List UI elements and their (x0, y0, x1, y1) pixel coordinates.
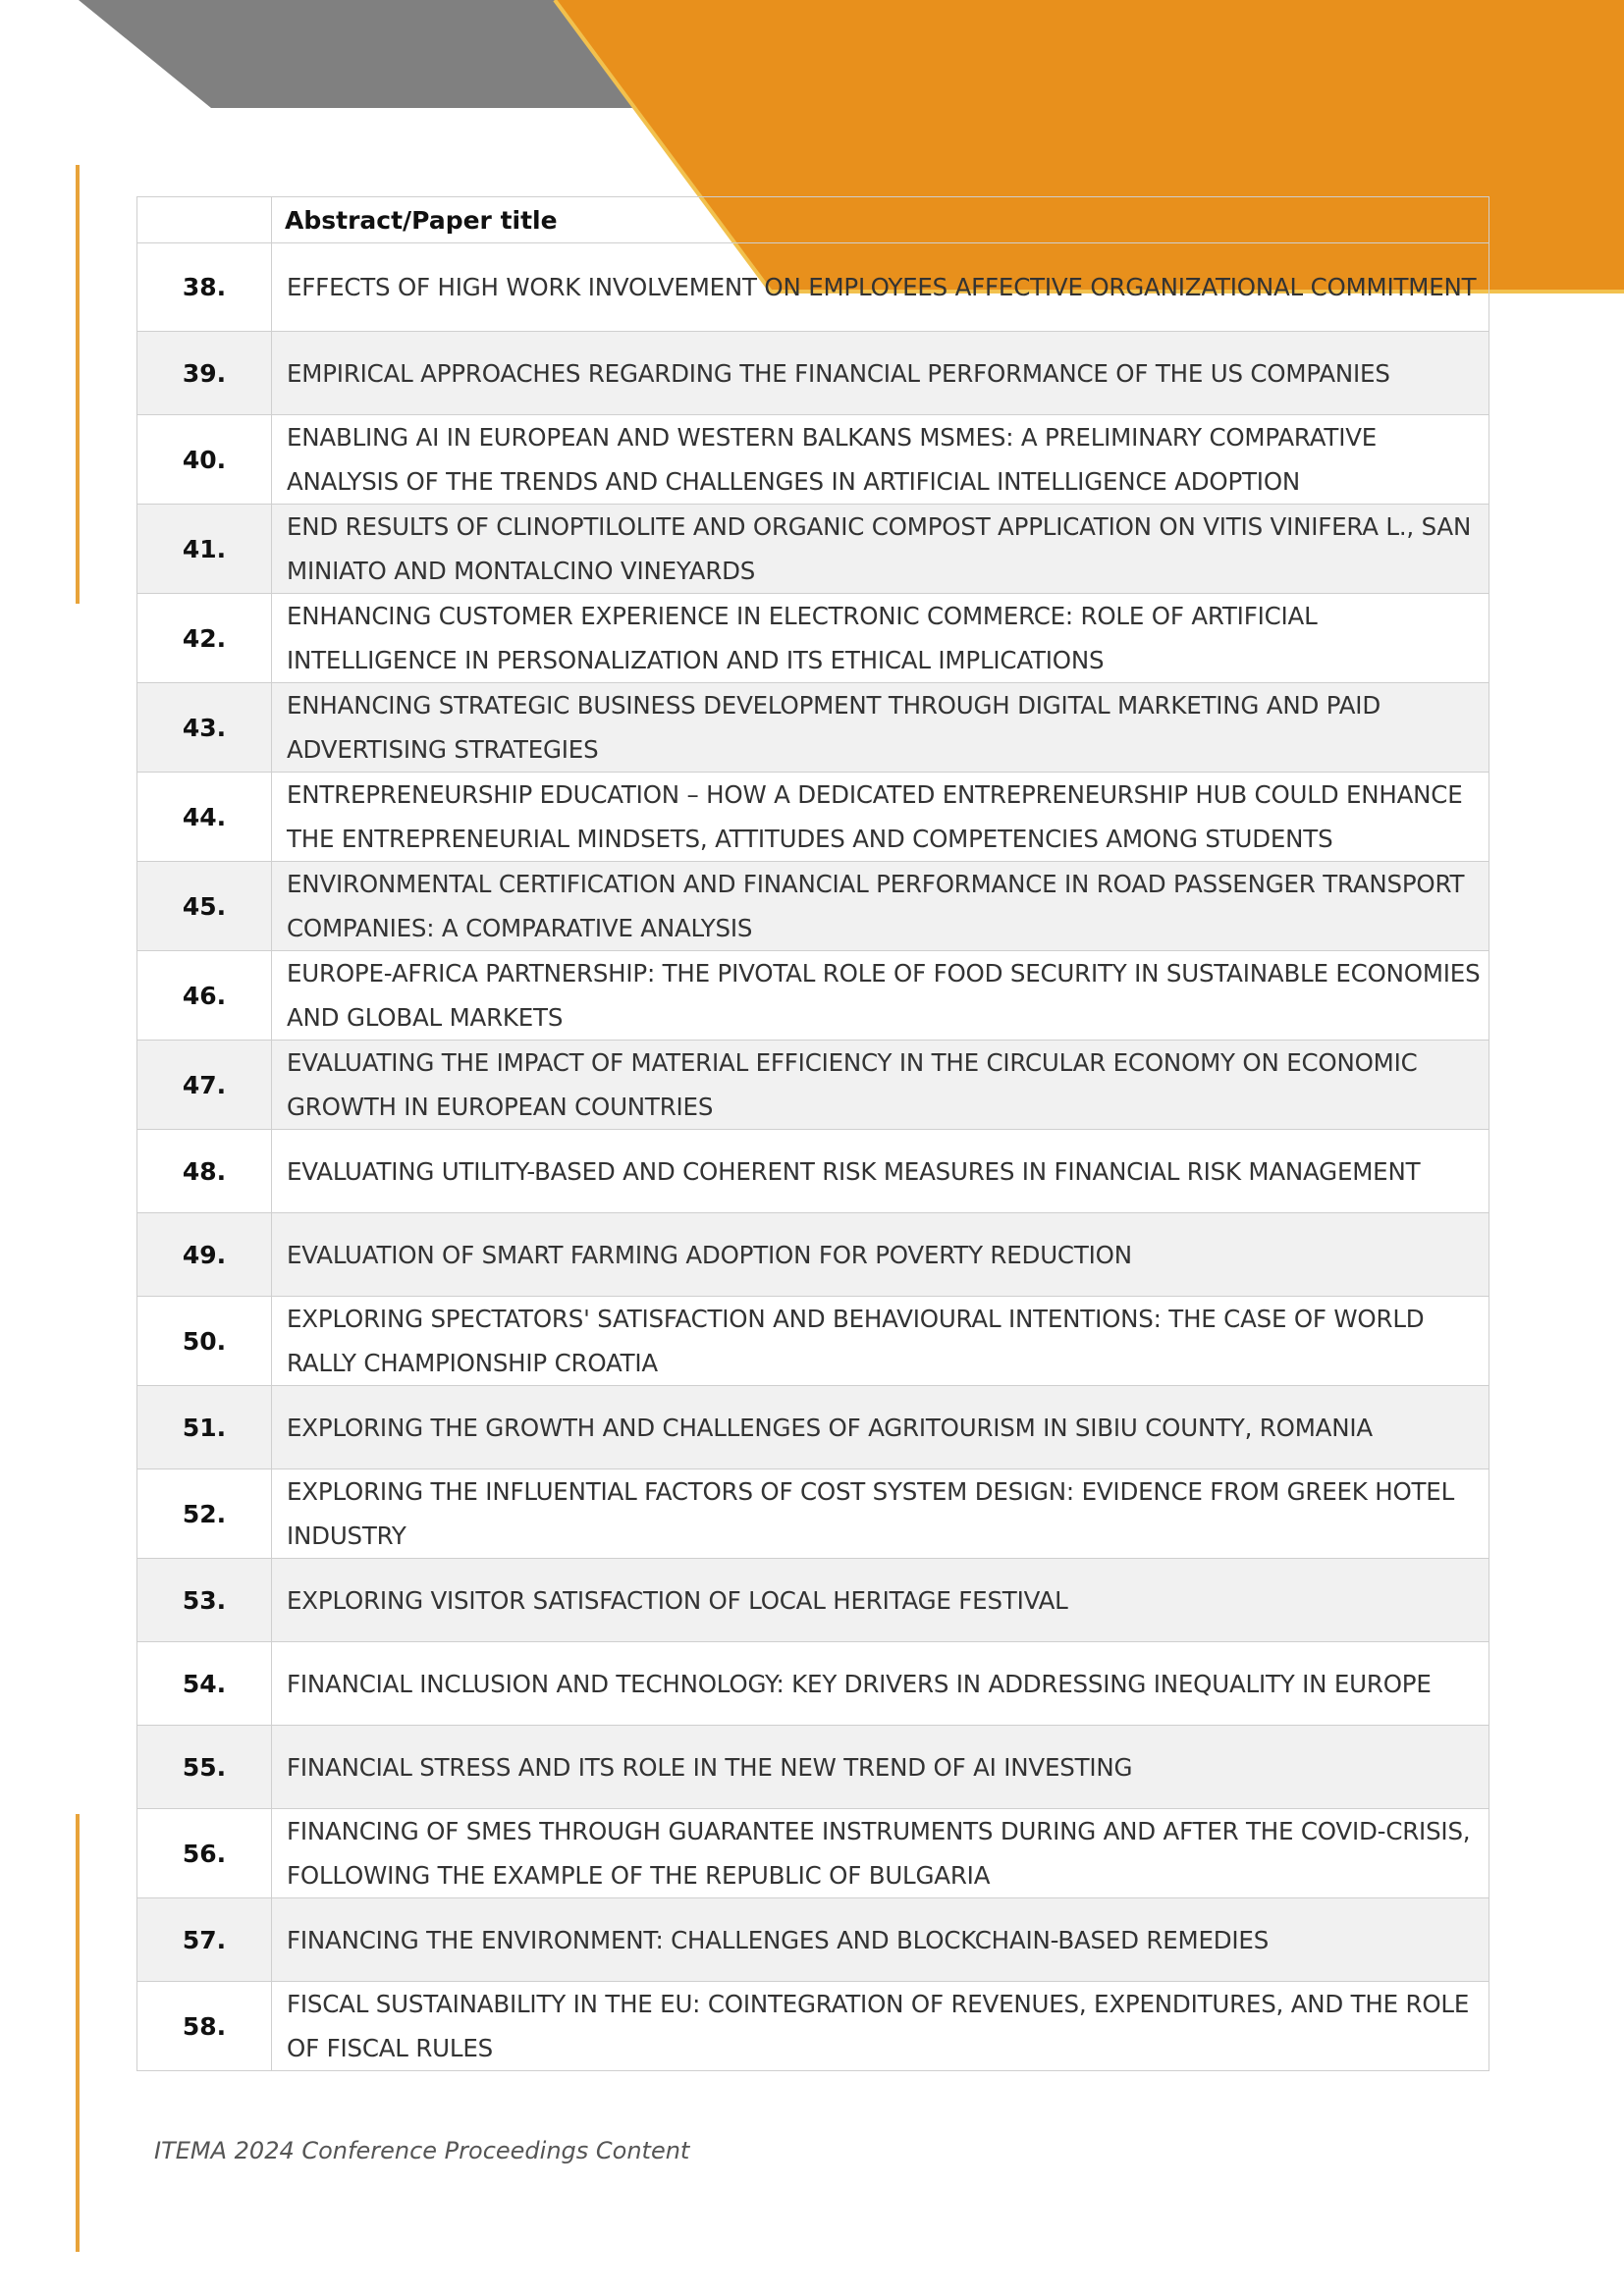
paper-title: EXPLORING SPECTATORS' SATISFACTION AND BEHAVIOURAL INTENTIONS: THE CASE OF WORLD RALLY CHAMPIONSHIP CROATIA (272, 1297, 1489, 1386)
row-number: 52. (137, 1469, 272, 1559)
row-number: 57. (137, 1898, 272, 1982)
paper-title: EXPLORING THE INFLUENTIAL FACTORS OF COST SYSTEM DESIGN: EVIDENCE FROM GREEK HOTEL INDUSTRY (272, 1469, 1489, 1559)
table-row (137, 1898, 1489, 1982)
paper-title: FINANCING OF SMES THROUGH GUARANTEE INSTRUMENTS DURING AND AFTER THE COVID-CRISIS, FOLLOWING THE EXAMPLE OF THE REPUBLIC OF BULGARIA (272, 1809, 1489, 1898)
table-row (137, 1642, 1489, 1726)
row-number: 39. (137, 332, 272, 415)
table-row (137, 594, 1489, 683)
paper-title: EFFECTS OF HIGH WORK INVOLVEMENT ON EMPLOYEES AFFECTIVE ORGANIZATIONAL COMMITMENT (272, 243, 1489, 332)
row-number: 48. (137, 1130, 272, 1213)
header-title-cell: Abstract/Paper title (272, 197, 1489, 243)
table-row (137, 505, 1489, 594)
paper-title: END RESULTS OF CLINOPTILOLITE AND ORGANIC COMPOST APPLICATION ON VITIS VINIFERA L., SAN MINIATO AND MONTALCINO VINEYARDS (272, 505, 1489, 594)
paper-title: FINANCIAL INCLUSION AND TECHNOLOGY: KEY DRIVERS IN ADDRESSING INEQUALITY IN EUROPE (272, 1642, 1489, 1726)
table-row (137, 1386, 1489, 1469)
table-row (137, 1726, 1489, 1809)
paper-title: ENABLING AI IN EUROPEAN AND WESTERN BALKANS MSMES: A PRELIMINARY COMPARATIVE ANALYSIS OF THE TRENDS AND CHALLENGES IN ARTIFICIAL INTELLIGENCE ADOPTION (272, 415, 1489, 505)
table-row (137, 862, 1489, 951)
paper-title: EVALUATING UTILITY-BASED AND COHERENT RISK MEASURES IN FINANCIAL RISK MANAGEMENT (272, 1130, 1489, 1213)
row-number: 41. (137, 505, 272, 594)
row-number: 55. (137, 1726, 272, 1809)
table-row (137, 1559, 1489, 1642)
table-row (137, 1130, 1489, 1213)
paper-title: ENVIRONMENTAL CERTIFICATION AND FINANCIAL PERFORMANCE IN ROAD PASSENGER TRANSPORT COMPANIES: A COMPARATIVE ANALYSIS (272, 862, 1489, 951)
row-number: 44. (137, 773, 272, 862)
paper-title: ENHANCING CUSTOMER EXPERIENCE IN ELECTRONIC COMMERCE: ROLE OF ARTIFICIAL INTELLIGENCE IN PERSONALIZATION AND ITS ETHICAL IMPLICATIONS (272, 594, 1489, 683)
footer-text: ITEMA 2024 Conference Proceedings Content (154, 2137, 690, 2164)
paper-title: EXPLORING VISITOR SATISFACTION OF LOCAL HERITAGE FESTIVAL (272, 1559, 1489, 1642)
contents-table (136, 196, 1489, 2071)
paper-title: EVALUATING THE IMPACT OF MATERIAL EFFICIENCY IN THE CIRCULAR ECONOMY ON ECONOMIC GROWTH IN EUROPEAN COUNTRIES (272, 1041, 1489, 1130)
row-number: 46. (137, 951, 272, 1041)
table-row (137, 1982, 1489, 2071)
table-row (137, 1213, 1489, 1297)
row-number: 58. (137, 1982, 272, 2071)
row-number: 49. (137, 1213, 272, 1297)
header-number-cell (137, 197, 272, 243)
row-number: 53. (137, 1559, 272, 1642)
table-row (137, 1297, 1489, 1386)
table-body (137, 243, 1489, 2071)
paper-title: EXPLORING THE GROWTH AND CHALLENGES OF AGRITOURISM IN SIBIU COUNTY, ROMANIA (272, 1386, 1489, 1469)
row-number: 40. (137, 415, 272, 505)
row-number: 45. (137, 862, 272, 951)
left-accent-line-bottom (76, 1814, 80, 2252)
table-row (137, 951, 1489, 1041)
left-accent-line-top (76, 165, 80, 604)
row-number: 47. (137, 1041, 272, 1130)
paper-title: EMPIRICAL APPROACHES REGARDING THE FINANCIAL PERFORMANCE OF THE US COMPANIES (272, 332, 1489, 415)
paper-title: ENTREPRENEURSHIP EDUCATION – HOW A DEDICATED ENTREPRENEURSHIP HUB COULD ENHANCE THE ENTREPRENEURIAL MINDSETS, ATTITUDES AND COMPETENCIES AMONG STUDENTS (272, 773, 1489, 862)
row-number: 43. (137, 683, 272, 773)
paper-title: ENHANCING STRATEGIC BUSINESS DEVELOPMENT THROUGH DIGITAL MARKETING AND PAID ADVERTISING STRATEGIES (272, 683, 1489, 773)
table-row (137, 332, 1489, 415)
row-number: 54. (137, 1642, 272, 1726)
table-header-row (137, 197, 1489, 243)
table-row (137, 773, 1489, 862)
paper-title: EUROPE-AFRICA PARTNERSHIP: THE PIVOTAL ROLE OF FOOD SECURITY IN SUSTAINABLE ECONOMIES AND GLOBAL MARKETS (272, 951, 1489, 1041)
table-row (137, 1809, 1489, 1898)
row-number: 50. (137, 1297, 272, 1386)
row-number: 42. (137, 594, 272, 683)
table-row (137, 1041, 1489, 1130)
table-row (137, 683, 1489, 773)
row-number: 56. (137, 1809, 272, 1898)
gray-banner-shape (79, 0, 638, 108)
row-number: 38. (137, 243, 272, 332)
table-row (137, 415, 1489, 505)
table-row (137, 1469, 1489, 1559)
paper-title: FINANCIAL STRESS AND ITS ROLE IN THE NEW TREND OF AI INVESTING (272, 1726, 1489, 1809)
table-row (137, 243, 1489, 332)
paper-title: FISCAL SUSTAINABILITY IN THE EU: COINTEGRATION OF REVENUES, EXPENDITURES, AND THE ROLE OF FISCAL RULES (272, 1982, 1489, 2071)
paper-title: EVALUATION OF SMART FARMING ADOPTION FOR POVERTY REDUCTION (272, 1213, 1489, 1297)
row-number: 51. (137, 1386, 272, 1469)
paper-title: FINANCING THE ENVIRONMENT: CHALLENGES AND BLOCKCHAIN-BASED REMEDIES (272, 1898, 1489, 1982)
